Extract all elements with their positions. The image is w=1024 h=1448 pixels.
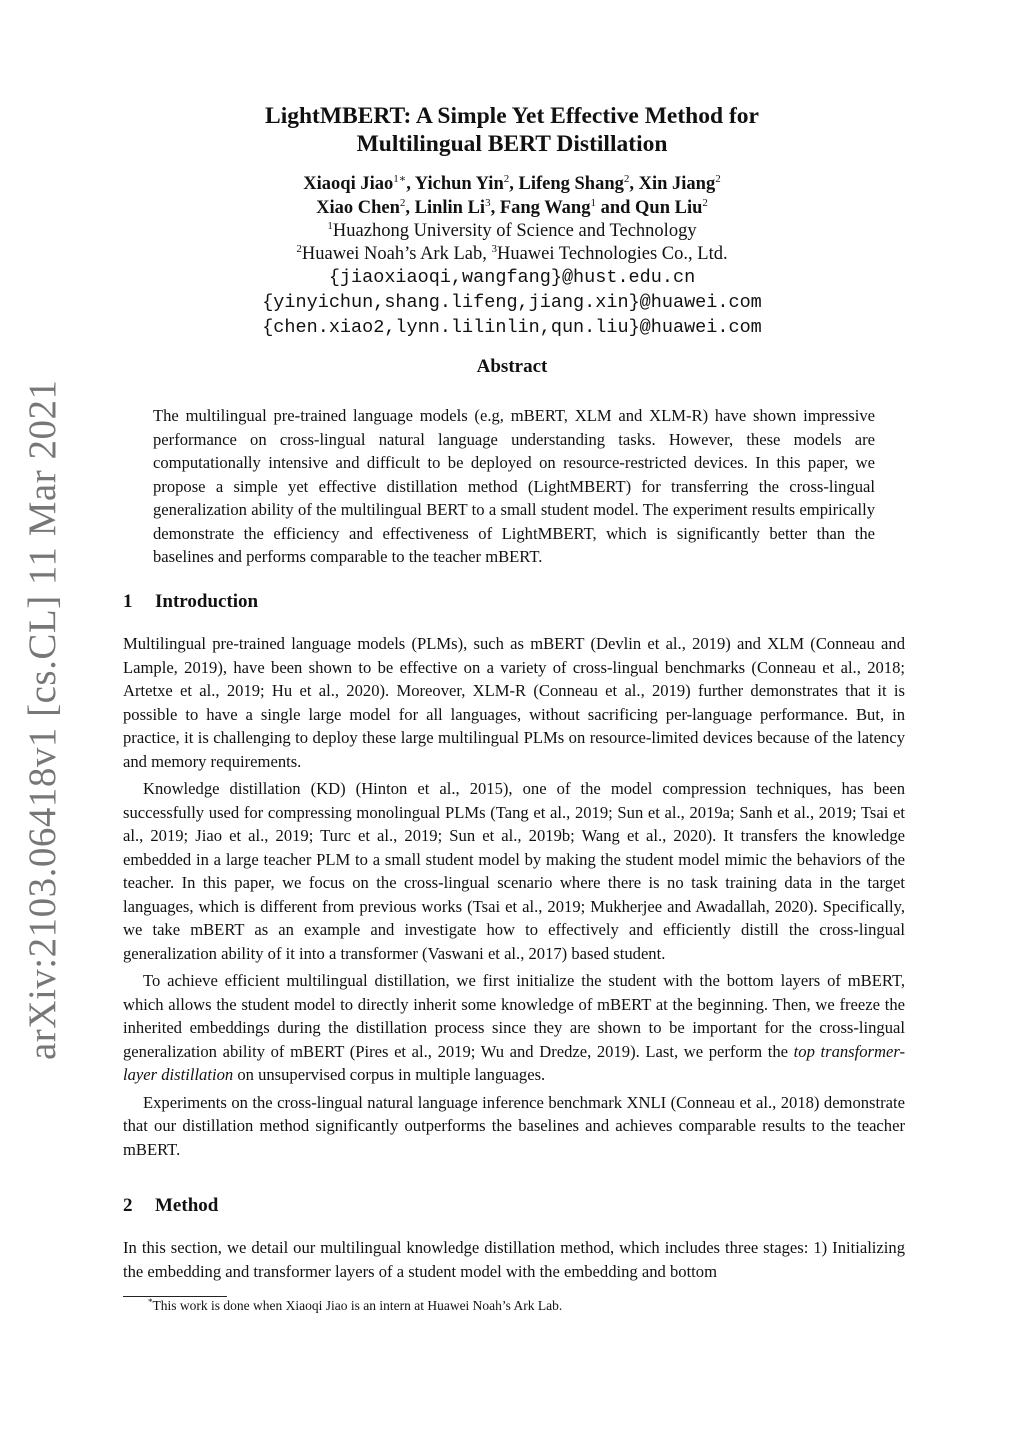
author-name: Yichun Yin <box>414 174 504 194</box>
author-affiliation-mark: 2 <box>399 197 406 209</box>
section-heading-introduction <box>123 591 258 613</box>
affiliation-huawei-tech: Huawei Technologies Co., Ltd. <box>496 244 728 264</box>
author-name: Xin Jiang <box>638 174 716 194</box>
author-name: Xiao Chen <box>316 198 400 218</box>
footnote-text: This work is done when Xiaoqi Jiao is an intern at Huawei Noah’s Ark Lab. <box>152 1298 563 1313</box>
affiliation-line-2: $^2$Huawei Noah’s Ark Lab, $^3$Huawei Technologies Co., Ltd. <box>296 243 728 264</box>
section-title: Introduction <box>155 591 259 612</box>
title-line-1: LightMBERT: A Simple Yet Effective Method for <box>265 103 759 129</box>
intro-paragraph: Experiments on the cross-lingual natural language inference benchmark XNLI (Conneau et al., 2018) demonstrate that our distillation method significantly outperforms the baselines and achieves comparable results to the teacher mBERT. <box>123 1092 905 1159</box>
author-affiliation-mark: 2 <box>623 173 630 185</box>
email-line-3: {chen.xiao2,lynn.lilinlin,qun.liu}@huawei.com <box>262 317 762 338</box>
intro-paragraph: Knowledge distillation (KD) (Hinton et al., 2015), one of the model compression techniques, has been successfully used for compressing monolingual PLMs (Tang et al., 2019; Sun et al., 2019a; Sanh et al., 2019; Tsai et al., 2019; Jiao et al., 2019; Turc et al., 2019; Sun et al., 2019b; Wang et al., 2020). It transfers the knowledge embedded in a large teacher PLM to a small student model by making the student model mimic the behaviors of the teacher. In this paper, we focus on the cross-lingual scenario where there is no task training data in the target languages, which is different from previous works (Tsai et al., 2019; Mukherjee and Awadallah, 2020). Specifically, we take mBERT as an example and investigate how to effectively and efficiently distill the cross-lingual generalization ability of it into a transformer (Vaswani et al., 2017) based student. <box>123 779 905 963</box>
author-affiliation-mark: 1 <box>590 197 596 209</box>
section-title: Method <box>155 1195 219 1216</box>
arxiv-identifier-stamp: arXiv:2103.06418v1 [cs.CL] 11 Mar 2021 <box>21 379 64 1060</box>
intro-paragraph: Multilingual pre-trained language models (PLMs), such as mBERT (Devlin et al., 2019) and XLM (Conneau and Lample, 2019), have been shown to be effective on a variety of cross-lingual benchmarks (Conneau et al., 2018; Artetxe et al., 2019; Hu et al., 2020). Moreover, XLM-R (Conneau et al., 2019) further demonstrates that it is possible to have a single large model for all languages, without sacrificing per-language performance. But, in practice, it is challenging to deploy these large multilingual PLMs on resource-limited devices because of the latency and memory requirements. <box>123 634 905 771</box>
author-affiliation-mark: 3 <box>485 197 491 209</box>
section-number: 1 <box>123 591 133 612</box>
author-line-2: Xiao Chen$^2$, Linlin Li$^3$, Fang Wang$^1$ and Qun Liu$^2$ <box>316 197 708 218</box>
author-affiliation-mark: 2 <box>715 173 721 185</box>
emphasized-term: top transformer-layer distillation <box>123 1041 905 1084</box>
title-line-2: Multilingual BERT Distillation <box>356 131 668 157</box>
method-paragraph: In this section, we detail our multilingual knowledge distillation method, which includes three stages: 1) Initializing the embedding and transformer layers of a student model with the embedding and bottom <box>123 1238 905 1281</box>
author-name: Lifeng Shang <box>518 174 624 194</box>
author-line-1: Xiaoqi Jiao$^{1∗}$, Yichun Yin$^2$, Lifeng Shang$^2$, Xin Jiang$^2$ <box>303 173 721 194</box>
author-name: Linlin Li <box>414 198 486 218</box>
section-number: 2 <box>123 1195 133 1216</box>
paper-title <box>0 102 1024 158</box>
author-affiliation-mark: 2 <box>702 197 708 209</box>
footnote-mark: * <box>148 1297 153 1307</box>
footnote <box>148 1297 562 1315</box>
intro-paragraph: To achieve efficient multilingual distillation, we first initialize the student with the bottom layers of mBERT, which allows the student model to directly inherit some knowledge of mBERT at the beginning. Then, we freeze the inherited embeddings during the distillation process since they are shown to be important for the cross-lingual generalization ability of mBERT (Pires et al., 2019; Wu and Dredze, 2019). Last, we perform the top transformer-layer distillation on unsupervised corpus in multiple languages. <box>123 971 905 1084</box>
abstract-heading: Abstract <box>476 356 548 377</box>
author-name: Fang Wang <box>499 198 591 218</box>
affiliation-huazhong: Huazhong University of Science and Technology <box>332 221 697 241</box>
author-name: Qun Liu <box>635 198 703 218</box>
abstract-text: The multilingual pre-trained language models (e.g, mBERT, XLM and XLM-R) have shown impressive performance on cross-lingual natural language understanding tasks. However, these models are computationally intensive and difficult to be deployed on resource-restricted devices. In this paper, we propose a simple yet effective distillation method (LightMBERT) for transferring the cross-lingual generalization ability of the multilingual BERT to a small student model. The experiment results empirically demonstrate the efficiency and effectiveness of LightMBERT, which is significantly better than the baselines and performs comparable to the teacher mBERT. <box>153 406 875 566</box>
section-heading-method <box>123 1195 218 1217</box>
email-line-1: {jiaoxiaoqi,wangfang}@hust.edu.cn <box>328 267 696 288</box>
affiliation-line-1: $^1$Huazhong University of Science and Technology <box>327 220 697 241</box>
method-body <box>123 1236 905 1287</box>
introduction-body <box>123 632 905 1165</box>
author-affiliation-mark: 1∗ <box>393 173 407 185</box>
email-line-2: {yinyichun,shang.lifeng,jiang.xin}@huawei.com <box>262 292 762 313</box>
author-name: Xiaoqi Jiao <box>303 174 394 194</box>
author-affiliation-mark: 2 <box>503 173 510 185</box>
affiliation-noahs-ark: Huawei Noah’s Ark Lab, <box>301 244 492 264</box>
